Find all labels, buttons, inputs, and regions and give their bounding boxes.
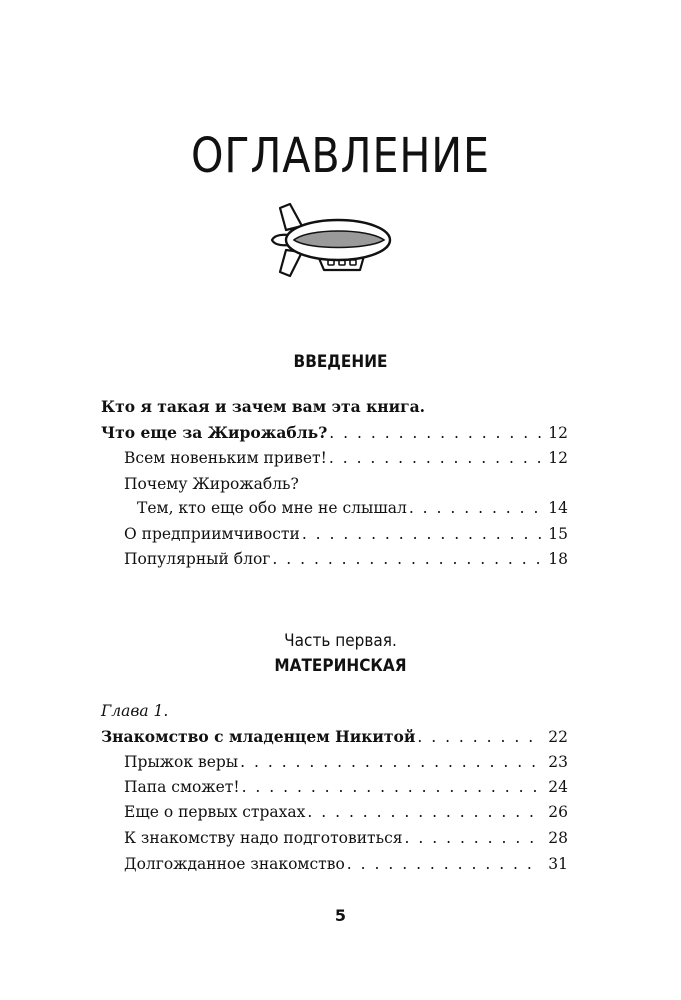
toc-entry-page: 23 (548, 753, 568, 771)
toc-entry-label: Кто я такая и зачем вам эта книга. (101, 397, 426, 416)
toc-entry (124, 778, 568, 800)
toc-entry-label: Почему Жирожабль? (124, 475, 299, 493)
toc-entry-label: К знакомству надо подготовиться (124, 829, 403, 847)
toc-entry-label: Популярный блог (124, 550, 271, 568)
airship-icon (268, 198, 392, 282)
toc-entry-page: 12 (548, 424, 568, 442)
page-number: 5 (334, 906, 347, 925)
toc-entry-label: Еще о первых страхах (124, 803, 306, 821)
toc-entry (124, 829, 568, 851)
part-subtitle: Часть первая. (284, 631, 397, 651)
toc-entry (124, 753, 568, 775)
toc-entry-label: О предприимчивости (124, 525, 300, 543)
toc-entry-page: 31 (548, 855, 568, 873)
toc-entry-label: Знакомство с младенцем Никитой (101, 727, 416, 746)
toc-entry-page: 14 (548, 499, 568, 517)
toc-entry (124, 855, 568, 877)
toc-entry (124, 449, 568, 471)
toc-entry-label: Папа сможет! (124, 778, 240, 796)
toc-entry-page: 12 (548, 449, 568, 467)
toc-entry (101, 727, 568, 749)
toc-entry-label: Долгожданное знакомство (124, 855, 345, 873)
chapter-label: Глава 1. (101, 702, 169, 720)
toc-entry-label: Всем новеньким привет! (124, 449, 327, 467)
toc-entry (124, 803, 568, 825)
toc-entry-page: 22 (548, 728, 568, 746)
toc-entry-page: 15 (548, 525, 568, 543)
toc-entry (101, 423, 568, 445)
toc-entry-page: 26 (548, 803, 568, 821)
toc-entry-page: 24 (548, 778, 568, 796)
part-heading: МАТЕРИНСКАЯ (274, 656, 407, 676)
toc-entry (137, 499, 568, 521)
toc-entry (124, 550, 568, 572)
toc-entry-page: 18 (548, 550, 568, 568)
toc-entry (101, 397, 568, 419)
toc-entry-label: Тем, кто еще обо мне не слышал (137, 499, 407, 517)
intro-heading: ВВЕДЕНИЕ (293, 352, 388, 372)
toc-entry (124, 525, 568, 547)
toc-entry-page: 28 (548, 829, 568, 847)
toc-entry (124, 475, 568, 497)
toc-entry-label: Что еще за Жирожабль? (101, 423, 328, 442)
page-title: ОГЛАВЛЕНИЕ (190, 128, 490, 184)
toc-entry-label: Прыжок веры (124, 753, 239, 771)
